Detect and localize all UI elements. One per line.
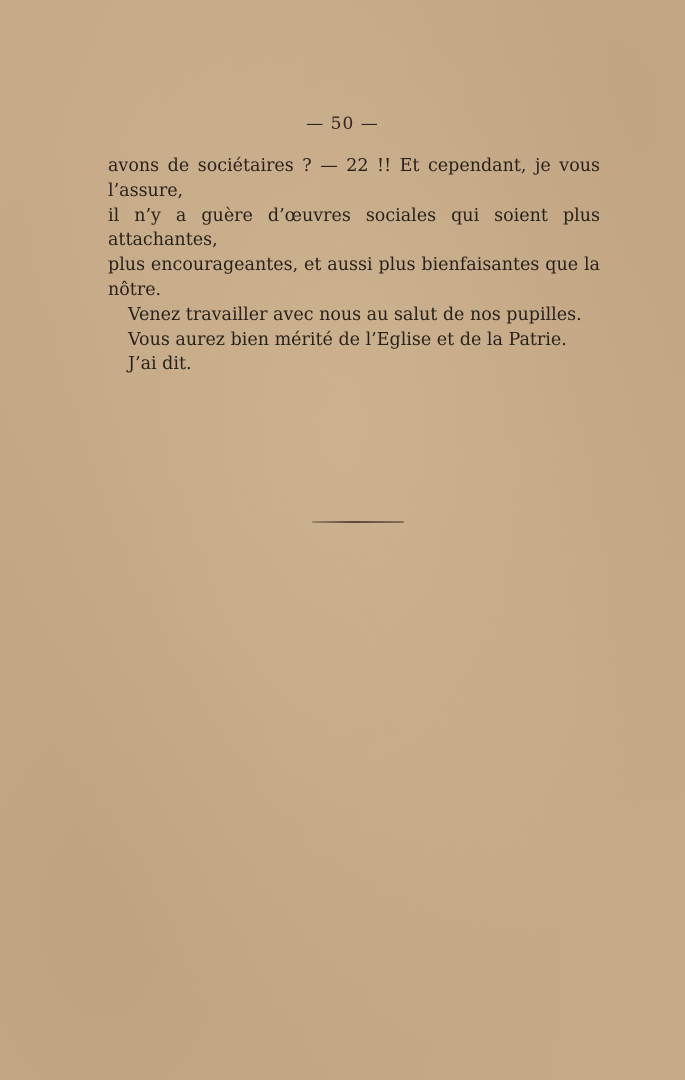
text-line: Venez travailler avec nous au salut de nos pupilles. (128, 304, 582, 325)
text-line: Vous aurez bien mérité de l’Eglise et de la Patrie. (128, 329, 567, 350)
text-line: nôtre. (108, 279, 162, 300)
page-body (108, 154, 600, 377)
end-divider (312, 521, 404, 523)
text-line: avons de sociétaires ? — 22 !! Et cependant, je vous l’assure, (108, 156, 600, 201)
page-number: — 50 — (306, 114, 379, 134)
text-line: J’ai dit. (128, 354, 192, 375)
text-line: plus encourageantes, et aussi plus bienfaisantes que la (108, 255, 600, 276)
text-line: il n’y a guère d’œuvres sociales qui soient plus attachantes, (108, 205, 600, 251)
